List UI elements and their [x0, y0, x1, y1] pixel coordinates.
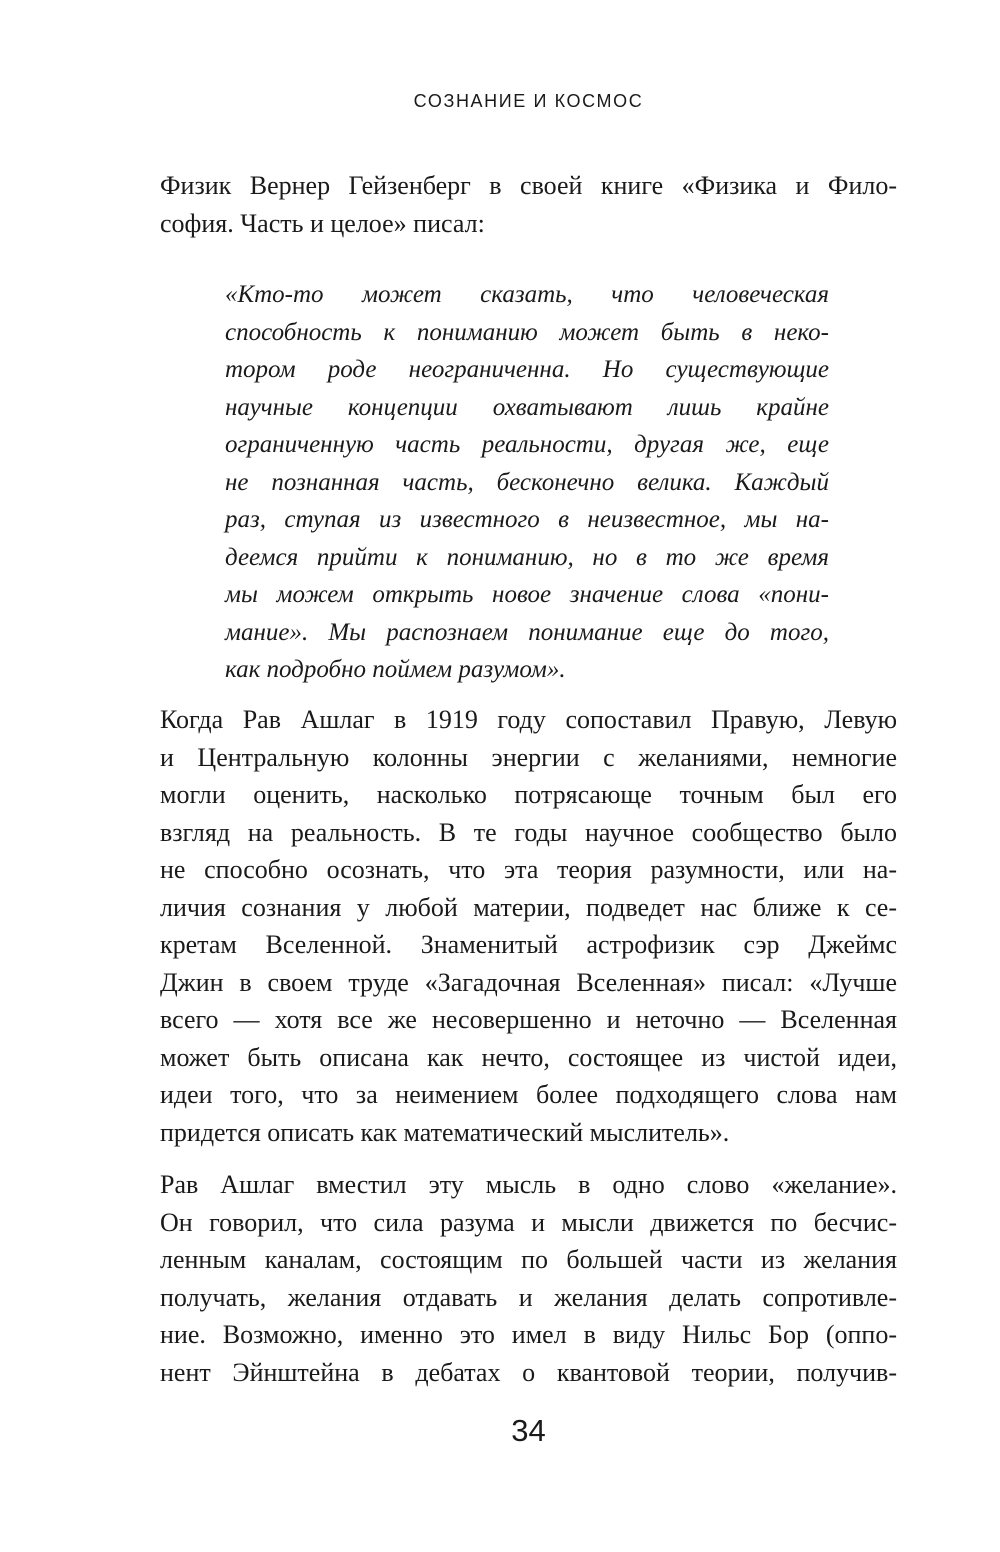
text-line: раз, ступая из известного в неизвестное, мы на- — [225, 506, 829, 533]
text-line: Физик Вернер Гейзенберг в своей книге «Физика и Фило- — [160, 171, 897, 200]
text-line: «Кто-то может сказать, что человеческая — [225, 281, 829, 308]
text-line: деемся прийти к пониманию, но в то же время — [225, 543, 829, 571]
paragraph — [160, 701, 897, 1151]
text-line: может быть описана как нечто, состоящее из чистой идеи, — [160, 1042, 897, 1072]
text-line: ограниченную часть реальности, другая же, еще — [225, 431, 829, 458]
text-line: и Центральную колонны энергии с желаниями, немногие — [160, 742, 897, 772]
text-line: научные концепции охватывают лишь крайне — [225, 393, 829, 421]
text-line: могли оценить, насколько потрясающе точным был его — [160, 780, 897, 809]
text-line: личия сознания у любой материи, подведет нас ближе к се- — [160, 892, 897, 922]
text-line: мы можем открыть новое значение слова «пони- — [225, 581, 829, 608]
text-line: способность к пониманию может быть в неко- — [225, 318, 829, 346]
text-line: не познанная часть, бесконечно велика. Каждый — [225, 468, 829, 496]
text-line: Когда Рав Ашлаг в 1919 году сопоставил Правую, Левую — [160, 705, 897, 734]
text-line: тором роде неограниченна. Но существующие — [225, 356, 829, 383]
text-line: получать, желания отдавать и желания делать сопротивле- — [160, 1282, 897, 1312]
text-line: всего — хотя все же несовершенно и неточно — Вселенная — [160, 1005, 897, 1034]
text-line: ленным каналам, состоящим по большей части из желания — [160, 1245, 897, 1274]
text-line: Рав Ашлаг вместил эту мысль в одно слово «желание». — [160, 1170, 897, 1199]
text-line: кретам Вселенной. Знаменитый астрофизик сэр Джеймс — [160, 930, 897, 959]
text-line: Он говорил, что сила разума и мысли движется по бесчис- — [160, 1207, 897, 1237]
page-number: 34 — [511, 1413, 546, 1448]
quote-block — [225, 276, 829, 689]
text-line: как подробно поймем разумом». — [225, 656, 566, 683]
text-column — [160, 0, 897, 1552]
paragraph — [160, 167, 897, 242]
text-line: софия. Часть и целое» писал: — [160, 208, 485, 238]
text-line: ние. Возможно, именно это имел в виду Нильс Бор (оппо- — [160, 1320, 897, 1349]
text-line: Джин в своем труде «Загадочная Вселенная» писал: «Лучше — [160, 967, 897, 997]
text-line: придется описать как математический мыслитель». — [160, 1117, 730, 1147]
paragraph — [160, 1166, 897, 1391]
text-line: взгляд на реальность. В те годы научное сообщество было — [160, 817, 897, 847]
text-line: мание». Мы распознаем понимание еще до того, — [225, 618, 829, 646]
text-line: нент Эйнштейна в дебатах о квантовой теории, получив- — [160, 1357, 897, 1387]
running-head: СОЗНАНИЕ И КОСМОС — [413, 91, 644, 111]
text-line: идеи того, что за неимением более подходящего слова нам — [160, 1080, 897, 1109]
text-line: не способно осознать, что эта теория разумности, или на- — [160, 855, 897, 884]
